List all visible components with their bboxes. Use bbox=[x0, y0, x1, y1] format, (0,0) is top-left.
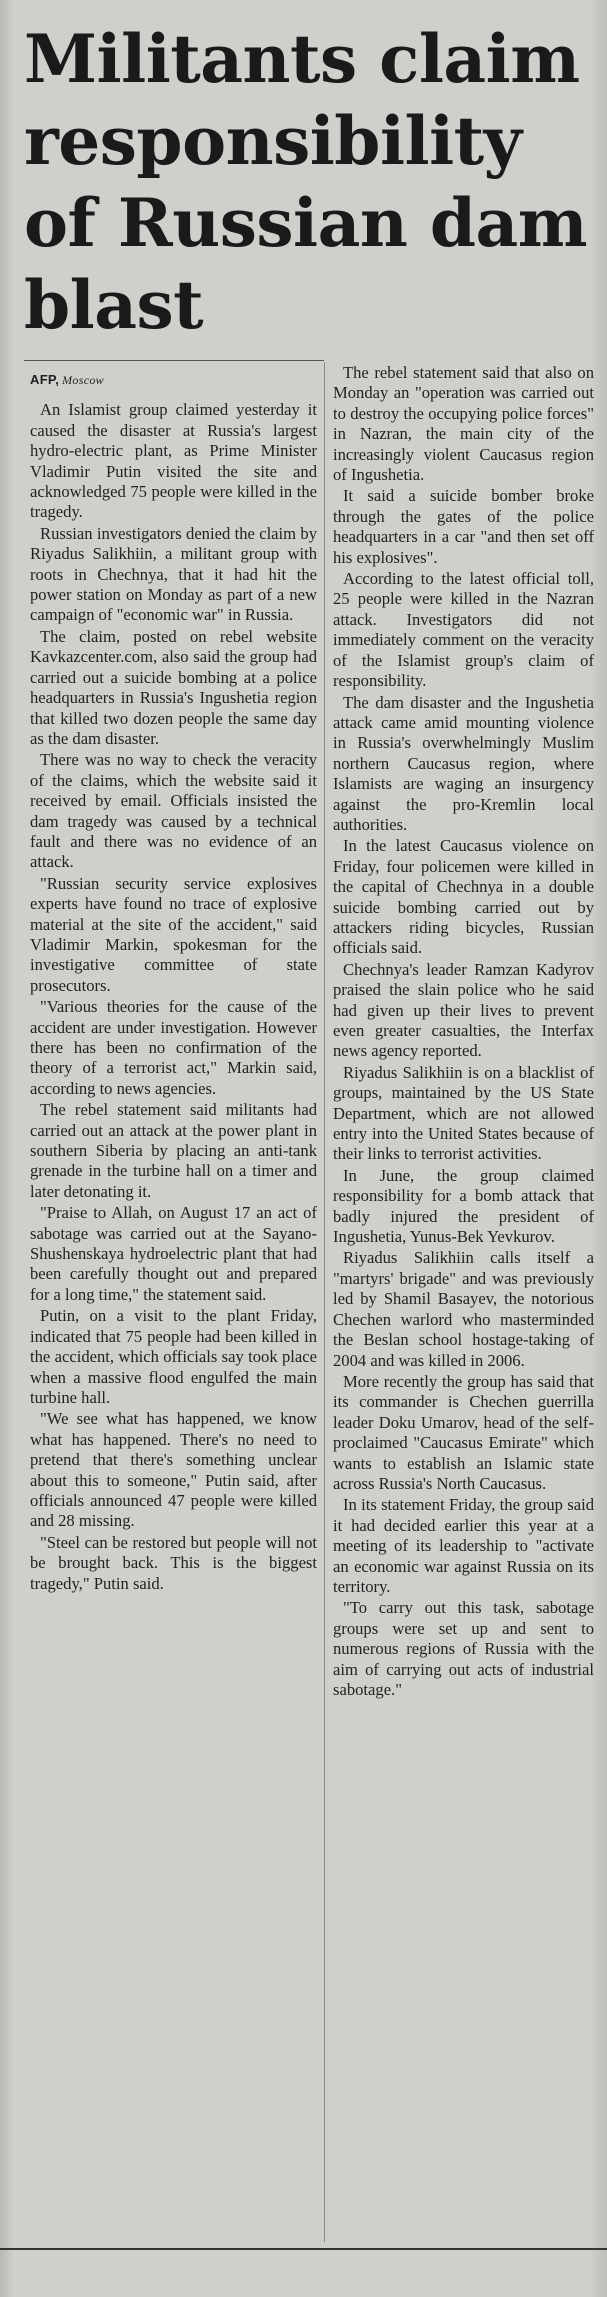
paragraph: "Steel can be restored but people will not be brought back. This is the biggest tragedy," Putin said. bbox=[30, 1532, 317, 1593]
byline-city: Moscow bbox=[62, 373, 104, 387]
paragraph: "Russian security service explosives experts have found no trace of explosive material at the site of the accident," said Vladimir Markin, spokesman for the investigative committee of state prosecutors. bbox=[30, 873, 317, 995]
paragraph: The claim, posted on rebel website Kavkazcenter.com, also said the group had carried out a suicide bombing at a police headquarters in Russia's Ingushetia region that killed two dozen people the same day as the dam disaster. bbox=[30, 626, 317, 748]
paragraph: According to the latest official toll, 25 people were killed in the Nazran attack. Investigators did not immediately comment on the veracity of the Islamist group's claim of responsibility. bbox=[333, 569, 594, 691]
byline bbox=[30, 370, 317, 390]
paragraph: In June, the group claimed responsibility for a bomb attack that badly injured the president of Ingushetia, Yunus-Bek Yevkurov. bbox=[333, 1165, 594, 1247]
column-divider bbox=[324, 362, 325, 2242]
bottom-rule bbox=[0, 2248, 607, 2250]
paragraph: The rebel statement said militants had carried out an attack at the power plant in southern Siberia by placing an anti-tank grenade in the turbine hall on a timer and later detonating it. bbox=[30, 1100, 317, 1201]
paragraph: The dam disaster and the Ingushetia attack came amid mounting violence in Russia's overwhelmingly Muslim northern Caucasus region, where Islamists are waging an insurgency against the pro-Kremlin local authorities. bbox=[333, 692, 594, 834]
paragraph: "To carry out this task, sabotage groups were set up and sent to numerous regions of Russia with the aim of carrying out acts of industrial sabotage." bbox=[333, 1598, 594, 1699]
byline-rule bbox=[24, 360, 324, 361]
paragraph: In its statement Friday, the group said it had decided earlier this year at a meeting of its leadership to "activate an economic war against Russia on its territory. bbox=[333, 1495, 594, 1596]
paragraph: "Various theories for the cause of the accident are under investigation. However there has been no confirmation of the theory of a terrorist act," Markin said, according to news agencies. bbox=[30, 997, 317, 1098]
column-left bbox=[30, 370, 317, 1595]
paragraph: There was no way to check the veracity of the claims, which the website said it received by email. Officials insisted the dam tragedy was caused by a technical fault and there was no evidence of an attack. bbox=[30, 750, 317, 872]
headline: Militants claim responsibility of Russian dam blast bbox=[24, 20, 588, 344]
paragraph: Russian investigators denied the claim by Riyadus Salikhiin, a militant group with roots in Chechnya, that it had hit the power station on Monday as part of a new campaign of "economic war" in Russia. bbox=[30, 523, 317, 625]
paragraph: Riyadus Salikhiin is on a blacklist of groups, maintained by the US State Department, which are not allowed entry into the United States because of their links to terrorist activities. bbox=[333, 1062, 594, 1164]
paragraph: The rebel statement said that also on Monday an "operation was carried out to destroy the occupying police forces" in Nazran, the main city of the increasingly violent Caucasus region of Ingushetia. bbox=[333, 363, 594, 485]
paragraph: "Praise to Allah, on August 17 an act of sabotage was carried out at the Sayano-Shushenskaya hydroelectric plant that had been carefully thought out and prepared for a long time," the statement said. bbox=[30, 1203, 317, 1304]
paragraph: Putin, on a visit to the plant Friday, indicated that 75 people had been killed in the accident, which officials say took place when a massive flood engulfed the main turbine hall. bbox=[30, 1306, 317, 1407]
byline-agency: AFP, bbox=[30, 372, 60, 387]
next-article-headline-cut bbox=[24, 2262, 604, 2297]
paragraph: It said a suicide bomber broke through the gates of the police headquarters in a car "and then set off his explosives". bbox=[333, 486, 594, 567]
paragraph: More recently the group has said that its commander is Chechen guerrilla leader Doku Umarov, head of the self-proclaimed "Caucasus Emirate" which wants to establish an Islamic state across Russia's North Caucasus. bbox=[333, 1371, 594, 1493]
paragraph: "We see what has happened, we know what has happened. There's no need to pretend that there's something unclear about this to someone," Putin said, after officials announced 47 people were killed and 28 missing. bbox=[30, 1409, 317, 1531]
paragraph: An Islamist group claimed yesterday it caused the disaster at Russia's largest hydro-electric plant, as Prime Minister Vladimir Putin visited the site and acknowledged 75 people were killed in the tragedy. bbox=[30, 400, 317, 522]
column-right bbox=[333, 363, 594, 1701]
paragraph: Riyadus Salikhiin calls itself a "martyrs' brigade" and was previously led by Shamil Basayev, the notorious Chechen warlord who masterminded the Beslan school hostage-taking of 2004 and was killed in 2006. bbox=[333, 1248, 594, 1370]
paragraph: Chechnya's leader Ramzan Kadyrov praised the slain police who he said had given up their lives to prevent even greater casualties, the Interfax news agency reported. bbox=[333, 959, 594, 1061]
paragraph: In the latest Caucasus violence on Friday, four policemen were killed in the capital of Chechnya in a double suicide bombing carried out by attackers riding bicycles, Russian officials said. bbox=[333, 836, 594, 958]
